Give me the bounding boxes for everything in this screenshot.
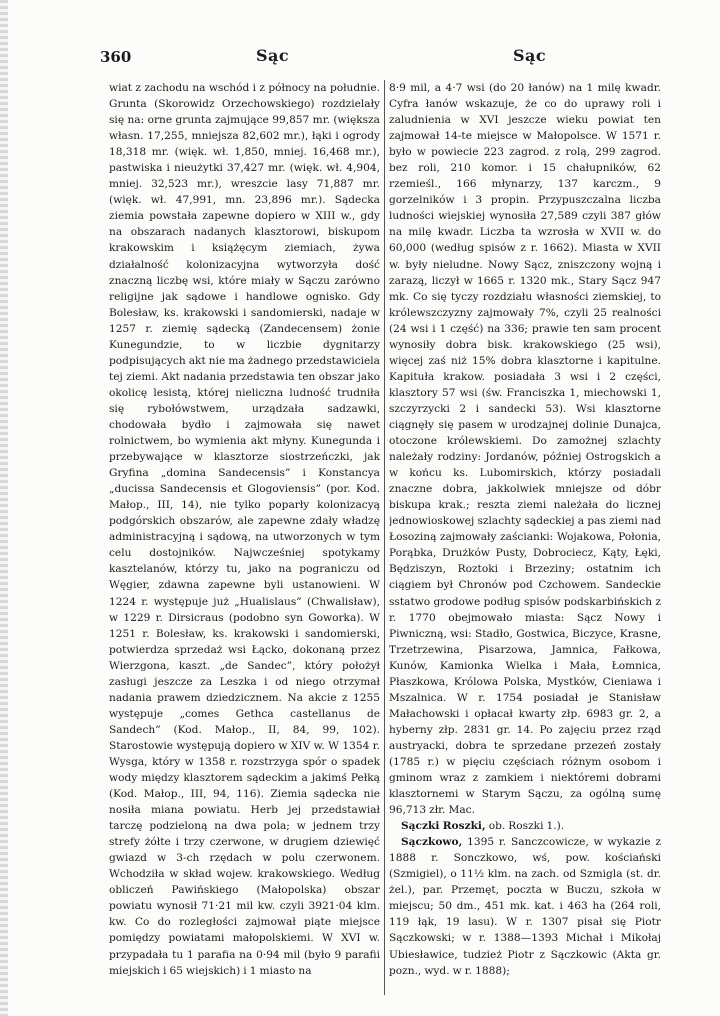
left-column [109,80,380,1000]
right-paragraph-continuation [389,80,661,818]
entry-head: Sączkowo, [401,836,463,849]
running-head-left: Sąc [256,46,290,65]
right-paragraph-saczkowo [389,834,661,978]
right-column [389,80,661,1000]
page-header [0,44,720,70]
left-column-text: wiat z zachodu na wschód i z północy na południe. Grunta (Skorowidz Orzechowskiego) rozdzielały się na: orne grunta zajmujące 99,857 mr. (większa własn. 17,255, mniejsza 82,602 mr.), łąki i ogrody 18,318 mr. (więk. wł. 1,850, mniej. 16,468 mr.), pastwiska i nieużytki 37,427 mr. (więk. wł. 4,904, mniej. 32,523 mr.), wreszcie lasy 71,887 mr. (więk. wł. 47,991, mn. 23,896 mr.). Sądecka ziemia powstała zapewne dopiero w XIII w., gdy na obszarach nadanych klasztorowi, biskupom krakowskim i książęcym ziemiach, żywa działalność kolonizacyjna wytworzyła dość znaczną liczbę wsi, które miały w Sączu zarówno religijne jak sądowe i handlowe ognisko. Gdy Bolesław, ks. krakowski i sandomierski, nadaje w 1257 r. ziemię sądecką (Zandecensem) żonie Kunegundzie, to w liczbie dygnitarzy podpisujących akt nie ma żadnego przedstawiciela tej ziemi. Akt nadania przedstawia ten obszar jako okolicę lesistą, której nieliczna ludność trudniła się rybołówstwem, urządzała sadzawki, chodowała bydło i zajmowała się nawet rolnictwem, bo wymienia akt młyny. Kunegunda i przebywające w klasztorze siostrzeńczki, jak Gryfina „domina Sandecensis” i Konstancya „ducissa Sandecensis et Glogoviensis” (por. Kod. Małop., III, 14), nie tylko poparły kolonizacyą podgórskich obszarów, ale zapewne zdały władzę administracyjną i sądową, na utworzonych w tym celu dostojników. Najwcześniej spotykamy kasztelanów, którzy tu, jako na pograniczu od Węgier, zdawna zapewne byli ustanowieni. W 1224 r. występuje już „Hualislaus” (Chwalisław), w 1229 r. Dirsicraus (podobno syn Goworka). W 1251 r. Bolesław, ks. krakowski i sandomierski, potwierdza sprzedaż wsi Łącko, dokonaną przez Wierzgona, kaszt. „de Sandec”, który położył zasługi jeszcze za Leszka i od niego otrzymał nadania prawem dziedzicznem. Na akcie z 1255 występuje „comes Gethca castellanus de Sandech” (Kod. Małop., II, 84, 99, 102). Starostowie występują dopiero w XIV w. W 1354 r. Wysga, który w 1358 r. rozstrzyga spór o spadek wody między klasztorem sądeckim a jakimś Pełką (Kod. Małop., III, 94, 116). Ziemia sądecka nie nosiła miana powiatu. Herb jej przedstawiał tarczę podzieloną na dwa pola; w jednem trzy strefy żółte i trzy czerwone, w drugiem dziewięć gwiazd w 3-ch rzędach w polu czerwonem. Wchodziła w skład wojew. krakowskiego. Według obliczeń Pawińskiego (Małopolska) obszar powiatu wynosił 71·21 mil kw. czyli 3921·04 klm. kw. Co do rozległości zajmował piąte miejsce pomiędzy powiatami małopolskiemi. W XVI w. przypadała tu 1 parafia na 0·94 mil (było 9 parafii miejskich i 65 wiejskich) i 1 miasto na [109,82,380,977]
column-divider [384,80,385,995]
entry-text: 8·9 mil, a 4·7 wsi (do 20 łanów) na 1 milę kwadr. Cyfra łanów wskazuje, że co do uprawy roli i zaludnienia w XVI jeszcze wieku powiat ten zajmował 14-te miejsce w Małopolsce. W 1571 r. było w powiecie 223 zagrod. z rolą, 299 zagrod. bez roli, 210 komor. i 15 chałupników, 62 rzemieśl., 166 młynarzy, 137 karczm., 9 gorzelników i 3 propin. Przypuszczalna liczba ludności wiejskiej wynosiła 27,589 czyli 387 głów na milę kwadr. Liczba ta wzrosła w XVII w. do 60,000 (według spisów z r. 1662). Miasta w XVII w. były nieludne. Nowy Sącz, zniszczony wojną i zarazą, liczył w 1665 r. 1320 mk., Stary Sącz 947 mk. Co się tyczy rozdziału własności ziemskiej, to królewszczyzny zajmowały 7%, czyli 25 realności (24 wsi i 1 część) na 336; prawie ten sam procent wynosiły dobra bisk. krakowskiego (25 wsi), więcej zaś niż 15% dobra klasztorne i kapitulne. Kapituła krakow. posiadała 3 wsi i 2 części, klasztory 57 wsi (św. Franciszka 1, miechowski 1, szczyrzycki 2 i sandecki 53). Wsi klasztorne ciągnęły się pasem w urodzajnej dolinie Dunajca, otoczone królewskiemi. Do zamożnej szlachty należały rodziny: Jordanów, później Ostrogskich a w końcu ks. Lubomirskich, którzy posiadali znaczne dobra, jakkolwiek mniejsze od dóbr biskupa krak.; reszta ziemi należała do licznej jednowioskowej szlachty sądeckiej a pas ziemi nad Łosoziną zajmowały zaścianki: Wojakowa, Połonia, Porąbka, Drużków Pusty, Dobrociecz, Kąty, Łęki, Będziszyn, Roztoki i Brzeziny; ostatnim ich ciągiem był Chronów pod Czchowem. Sandeckie sstatwo grodowe podług spisów podskarbińskich z r. 1770 obejmowało miasta: Sącz Nowy i Piwniczną, wsi: Stadło, Gostwica, Biczyce, Krasne, Trzetrzewina, Pisarzowa, Jamnica, Fałkowa, Kunów, Kamionka Wielka i Mała, Łomnica, Płaszkowa, Królowa Polska, Mystków, Cieniawa i Mszalnica. W r. 1754 posiadał je Stanisław Małachowski i opłacał kwarty złp. 6983 gr. 2, a hyberny złp. 2831 gr. 14. Po zajęciu przez rząd austryacki, dobra te sprzedane przezeń zostały (1785 r.) w pięciu częściach różnym osobom i gminom wraz z zamkiem i niektóremi dobrami klasztornemi w Starym Sączu, za ogólną sumę 96,713 złr. Mac. [389,82,661,817]
page-number: 360 [100,48,132,66]
scan-edge [0,0,8,1016]
entry-text: ob. Roszki 1.). [485,820,565,833]
right-paragraph-saczki-roszki [389,818,661,834]
running-head-right: Sąc [513,46,547,65]
entry-text: 1395 r. Sanczcowicze, w wykazie z 1888 r. Sonczkowo, wś, pow. kościański (Szmigiel), o 11½ klm. na zach. od Szmigla (st. dr. żel.), par. Przemęt, poczta w Buczu, szkoła w miejscu; 50 dm., 451 mk. kat. i 463 ha (264 roli, 119 łąk, 19 lasu). W r. 1307 pisał się Piotr Sączkowski; w r. 1388—1393 Michał i Mikołaj Ubiesławice, tudzież Piotr z Sączkowic (Akta gr. pozn., wyd. w r. 1888); [389,836,661,977]
entry-head: Sączki Roszki, [401,820,486,833]
